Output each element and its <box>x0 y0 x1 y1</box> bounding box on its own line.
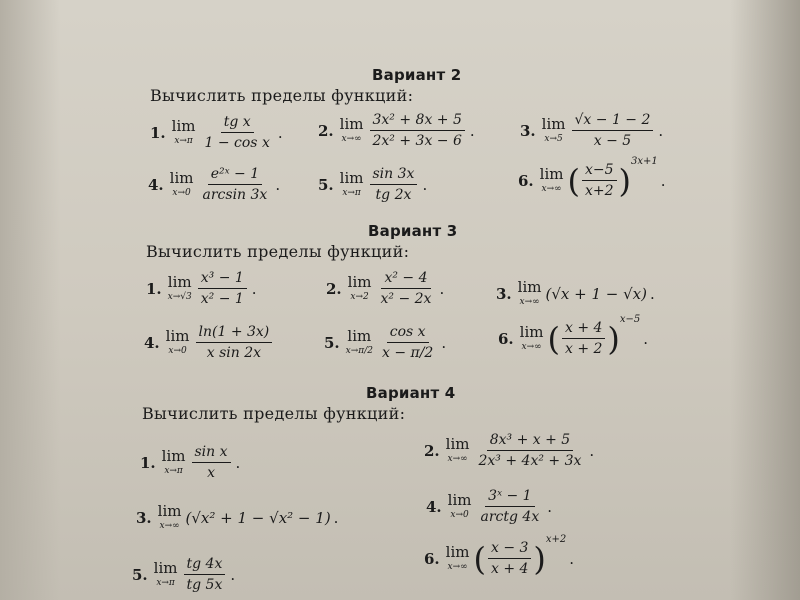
v4-problem-1: 1. lim x→π $\frac{\text{sin x}}{x}$ . <box>140 444 241 481</box>
problem-number: 6. <box>424 549 440 568</box>
denominator: tg 5x <box>186 577 223 593</box>
numerator: tg x <box>221 114 254 133</box>
limit-operator: lim x→π/2 <box>345 327 373 356</box>
problem-number: 3. <box>520 121 536 140</box>
numerator: √x − 1 − 2 <box>572 112 654 131</box>
v2-problem-2: 2. lim x→∞ $\frac{\text{3x² + 8x + 5}}{\text{2x² + 3x − 6}}$ . <box>318 112 475 149</box>
v4-problem-5: 5. lim x→π $\frac{tg 4x}{tg 5x}$ . <box>132 556 236 593</box>
problem-number: 4. <box>144 333 160 352</box>
denominator: x² − 2x <box>380 291 432 307</box>
fraction <box>202 114 273 151</box>
numerator: cos x <box>387 324 429 343</box>
fraction <box>198 270 247 307</box>
fraction <box>196 324 273 361</box>
v2-problem-1: 1. lim x→π $\frac{\text{tg x}}{\text{1 − cos x}}$ . <box>150 114 283 151</box>
numerator: tg 4x <box>184 556 226 575</box>
problem-number: 6. <box>518 171 534 190</box>
numerator: sin 3x <box>370 166 418 185</box>
limit-operator: lim x→∞ <box>445 543 470 572</box>
limit-subscript: x→π <box>342 188 361 198</box>
denominator: x + 2 <box>564 341 603 357</box>
denominator: arcsin 3x <box>202 187 268 203</box>
numerator: 3ˣ − 1 <box>485 488 534 507</box>
fraction <box>582 162 617 199</box>
limit-subscript: x→∞ <box>341 134 362 144</box>
denominator: 2x² + 3x − 6 <box>372 133 462 149</box>
v2-problem-5: 5. lim x→π $\frac{\sin 3x}{tg 2x}$ . <box>318 166 428 203</box>
exponent: x−5 <box>619 314 641 325</box>
expression: (√x + 1 − √x) <box>545 284 647 303</box>
numerator: e²ˣ − 1 <box>208 166 262 185</box>
limit-operator: lim x→∞ <box>157 502 182 531</box>
limit-operator: lim x→0 <box>165 327 190 356</box>
denominator: arctg 4x <box>480 509 540 525</box>
limit-operator: lim x→0 <box>447 491 472 520</box>
numerator: x−5 <box>582 162 617 181</box>
fraction <box>378 270 435 307</box>
numerator: 3x² + 8x + 5 <box>370 112 465 131</box>
fraction <box>200 166 271 203</box>
v4-problem-4: 4. lim x→0 $\frac{\text{3ˣ − 1}}{\text{arctg 4x}}$ . <box>426 488 553 525</box>
fraction <box>370 112 465 149</box>
v3-problem-3: 3. lim x→∞ (√x + 1 − √x) . <box>496 278 655 307</box>
numerator: x − 3 <box>488 540 531 559</box>
limit-subscript: x→∞ <box>159 521 180 531</box>
numerator: x² − 4 <box>381 270 430 289</box>
denominator: x − π/2 <box>381 345 434 361</box>
variant-2-instruction: Вычислить пределы функций: <box>150 86 414 105</box>
v4-problem-6: 6. lim x→∞ ( $\frac{x - 3}{x + 4}$ ) x+2 . <box>424 534 575 578</box>
problem-number: 2. <box>326 279 342 298</box>
denominator: 1 − cos x <box>204 135 270 151</box>
problem-number: 4. <box>148 175 164 194</box>
fraction <box>562 320 605 357</box>
fraction <box>192 444 231 481</box>
variant-4-instruction: Вычислить пределы функций: <box>142 404 406 423</box>
limit-subscript: x→π <box>164 466 183 476</box>
limit-operator: lim x→∞ <box>519 323 544 352</box>
fraction <box>478 488 543 525</box>
problem-number: 6. <box>498 329 514 348</box>
problem-number: 3. <box>136 508 152 527</box>
denominator: x <box>207 465 215 481</box>
fraction <box>488 540 531 577</box>
problem-number: 3. <box>496 284 512 303</box>
v3-problem-6: 6. lim x→∞ ( $\frac{x + 4}{x + 2}$ ) x−5 . <box>498 314 649 358</box>
limit-subscript: x→∞ <box>447 562 468 572</box>
problem-number: 5. <box>318 175 334 194</box>
limit-subscript: x→∞ <box>521 342 542 352</box>
limit-subscript: x→π/2 <box>345 346 373 356</box>
limit-operator: lim x→π <box>339 169 364 198</box>
limit-subscript: x→√3 <box>167 292 192 302</box>
limit-operator: lim x→∞ <box>517 278 542 307</box>
problem-number: 5. <box>132 565 148 584</box>
problem-number: 4. <box>426 497 442 516</box>
denominator: x+2 <box>584 183 614 199</box>
limit-subscript: x→0 <box>450 510 469 520</box>
limit-subscript: x→0 <box>172 188 191 198</box>
denominator: x² − 1 <box>200 291 244 307</box>
denominator: 2x³ + 4x² + 3x <box>478 453 582 469</box>
fraction <box>476 432 585 469</box>
limit-operator: lim x→∞ <box>445 435 470 464</box>
fraction <box>370 166 418 203</box>
denominator: tg 2x <box>375 187 412 203</box>
v4-problem-3: 3. lim x→∞ (√x² + 1 − √x² − 1) . <box>136 502 339 531</box>
denominator: x − 5 <box>593 133 632 149</box>
fraction <box>184 556 226 593</box>
limit-subscript: x→5 <box>544 134 563 144</box>
limit-operator: lim x→2 <box>347 273 372 302</box>
exponent: 3x+1 <box>631 156 658 167</box>
v4-problem-2: 2. lim x→∞ $\frac{\text{8x³ + x + 5}}{\text{2x³ + 4x² + 3x}}$ . <box>424 432 595 469</box>
limit-operator: lim x→π <box>153 559 178 588</box>
fraction <box>379 324 436 361</box>
v3-problem-1: 1. lim x→√3 $\frac{\text{x³ − 1}}{\text{x² − 1}}$ . <box>146 270 257 307</box>
limit-subscript: x→π <box>174 136 193 146</box>
numerator: ln(1 + 3x) <box>196 324 273 343</box>
limit-operator: lim x→∞ <box>539 165 564 194</box>
limit-subscript: x→∞ <box>519 297 540 307</box>
denominator: x sin 2x <box>206 345 262 361</box>
problem-number: 5. <box>324 333 340 352</box>
problem-number: 1. <box>140 453 156 472</box>
limit-subscript: x→∞ <box>541 184 562 194</box>
limit-subscript: x→2 <box>350 292 369 302</box>
numerator: 8x³ + x + 5 <box>487 432 573 451</box>
limit-operator: lim x→π <box>161 447 186 476</box>
numerator: x³ − 1 <box>198 270 247 289</box>
numerator: sin x <box>192 444 231 463</box>
variant-2-title: Вариант 2 <box>372 66 462 84</box>
v3-problem-2: 2. lim x→2 $\frac{\text{x² − 4}}{\text{x² − 2x}}$ . <box>326 270 445 307</box>
exponent: x+2 <box>545 534 567 545</box>
fraction <box>572 112 654 149</box>
limit-subscript: x→∞ <box>447 454 468 464</box>
numerator: x + 4 <box>562 320 605 339</box>
v2-problem-6: 6. lim x→∞ ( $\frac{x-5}{x+2}$ ) 3x+1 . <box>518 156 666 200</box>
problem-number: 2. <box>318 121 334 140</box>
limit-subscript: x→π <box>156 578 175 588</box>
problem-number: 2. <box>424 441 440 460</box>
expression: (√x² + 1 − √x² − 1) <box>185 508 331 527</box>
problem-number: 1. <box>150 123 166 142</box>
variant-3-title: Вариант 3 <box>368 222 458 240</box>
variant-3-instruction: Вычислить пределы функций: <box>146 242 410 261</box>
v3-problem-4 <box>144 324 274 361</box>
v2-problem-4: 4. lim x→0 $\frac{\text{e²ˣ − 1}}{\arcsin 3x}$ . <box>148 166 281 203</box>
limit-operator: lim x→π <box>171 117 196 146</box>
v2-problem-3: 3. lim x→5 $\frac{√x - 1 - 2}{x - 5}$ . <box>520 112 664 149</box>
limit-subscript: x→0 <box>168 346 187 356</box>
variant-4-title: Вариант 4 <box>366 384 456 402</box>
limit-operator: lim x→0 <box>169 169 194 198</box>
limit-operator: lim x→√3 <box>167 273 192 302</box>
v3-problem-5: 5. lim x→π/2 $\frac{\text{cos x}}{x - \pi/2}$ . <box>324 324 447 361</box>
limit-operator: lim x→5 <box>541 115 566 144</box>
limit-operator: lim x→∞ <box>339 115 364 144</box>
denominator: x + 4 <box>490 561 529 577</box>
problem-number: 1. <box>146 279 162 298</box>
